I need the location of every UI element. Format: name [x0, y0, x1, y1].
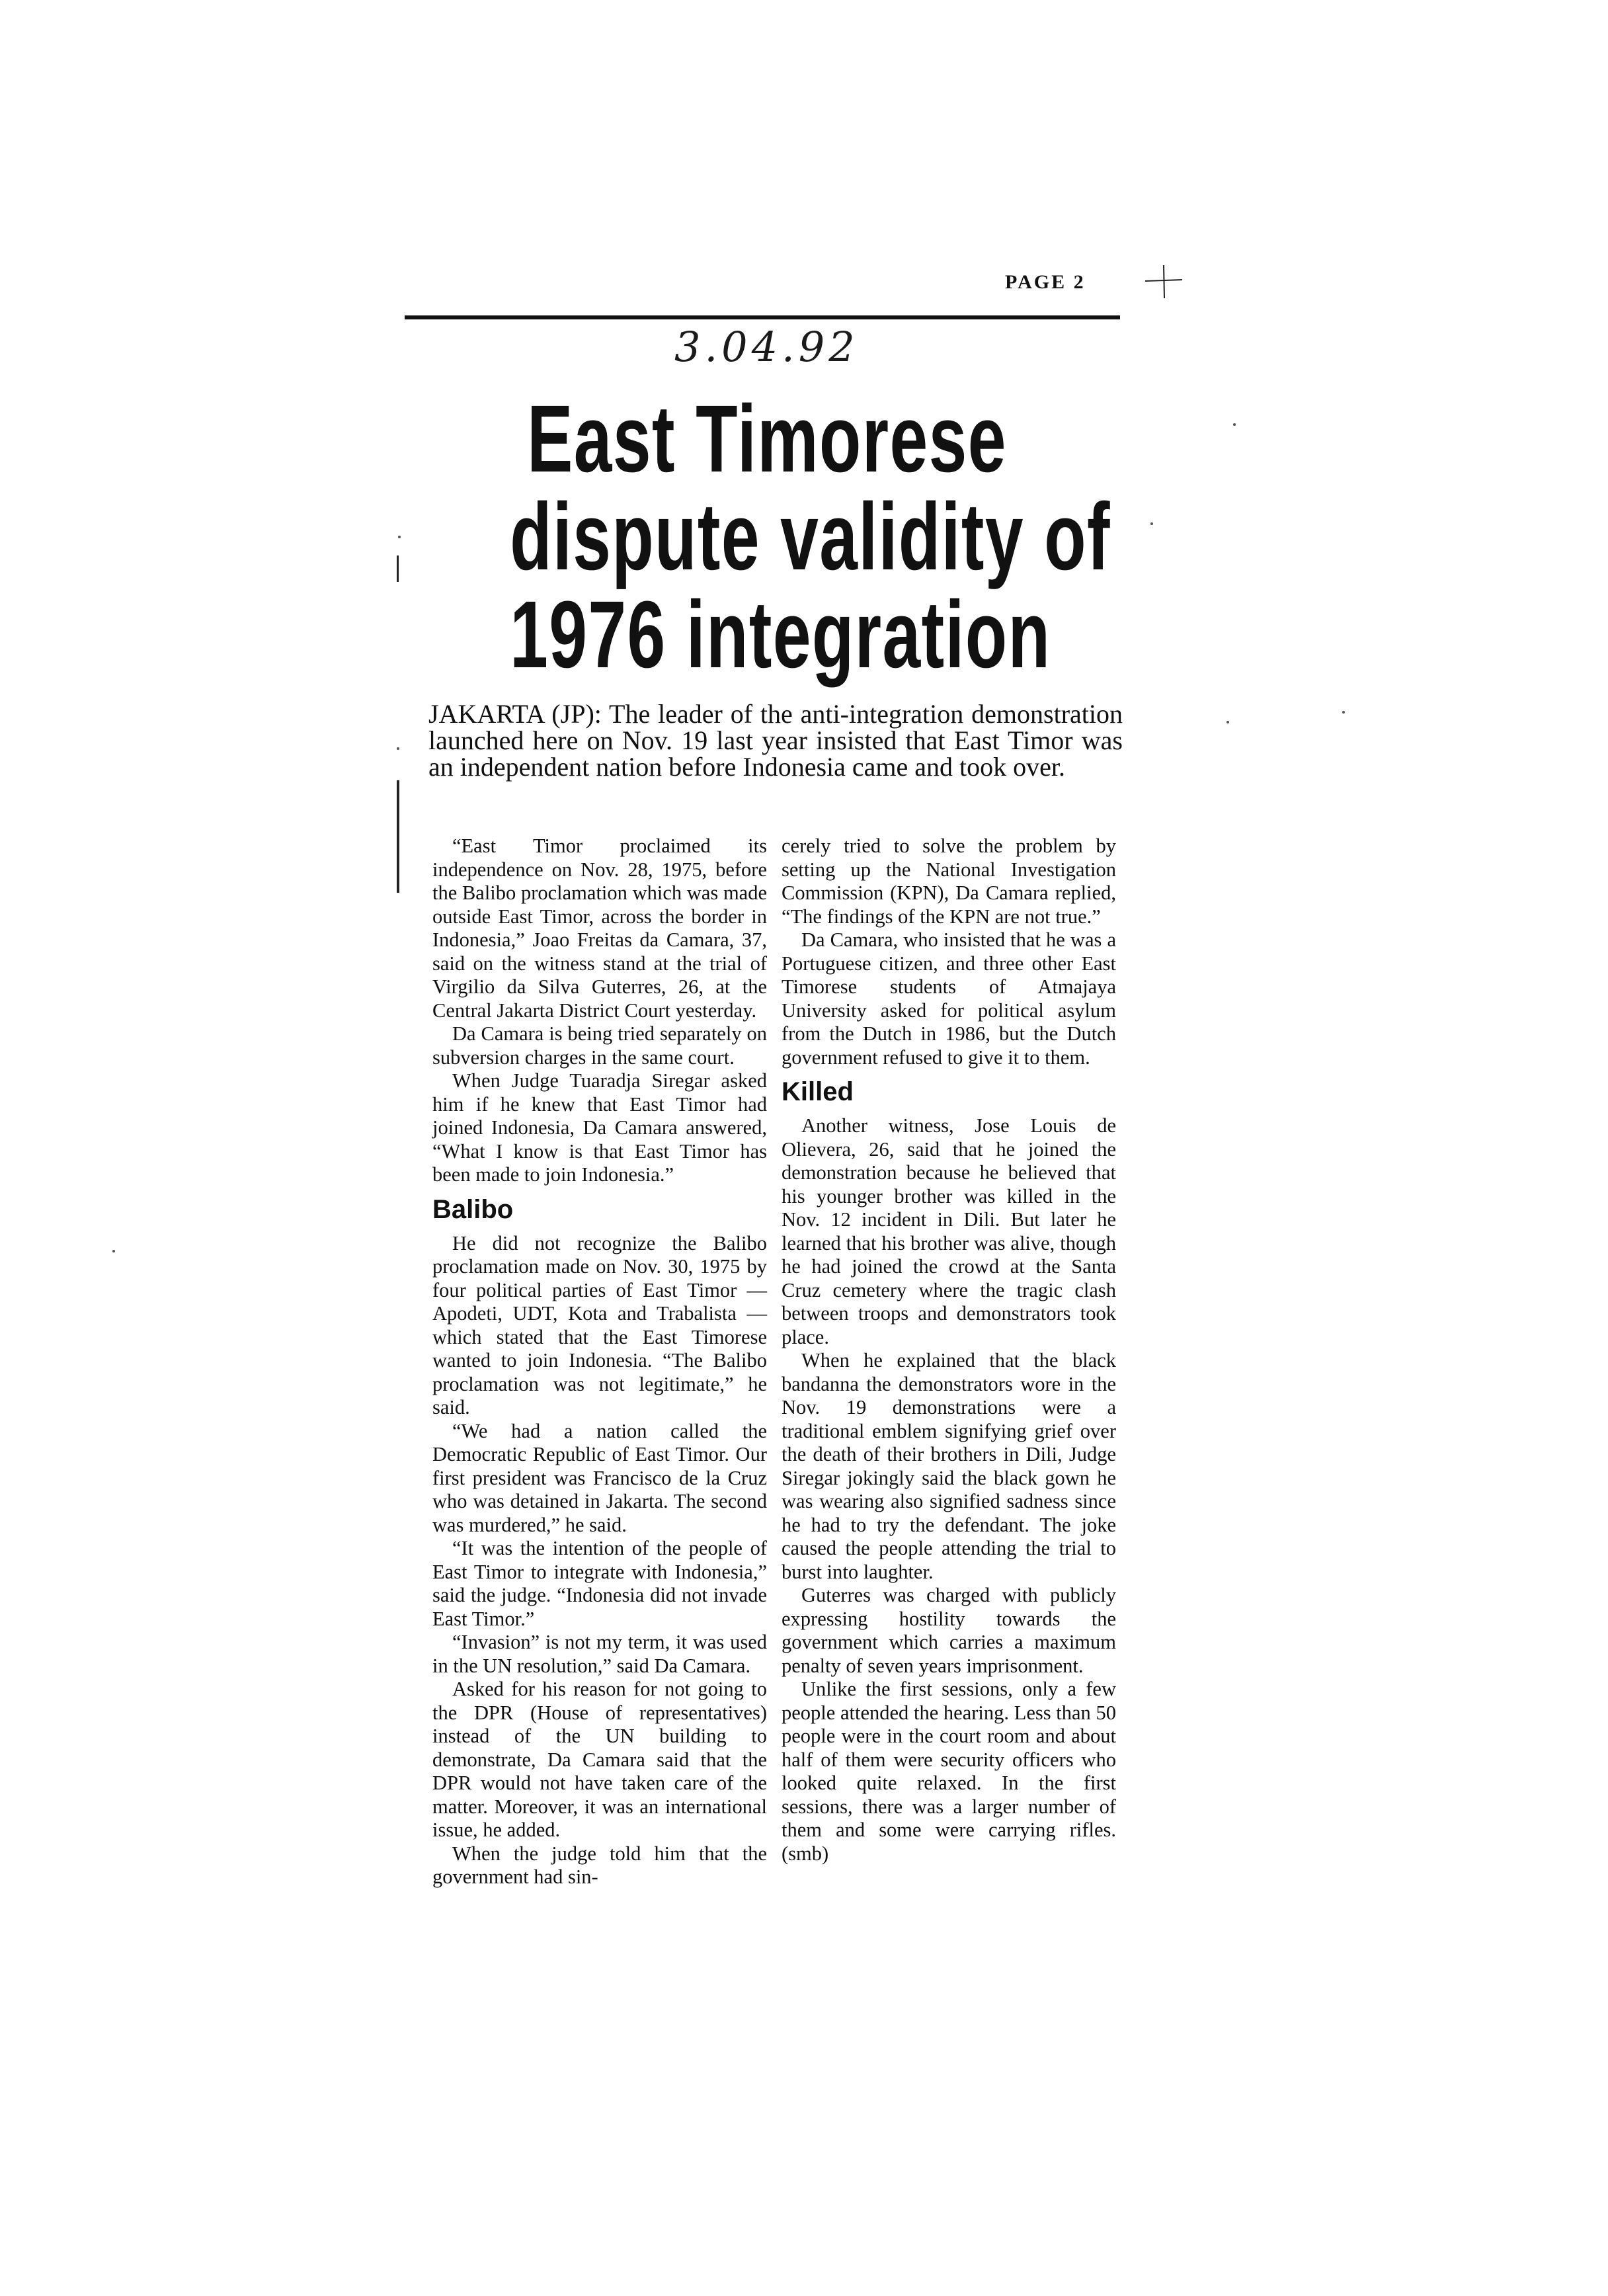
- scan-speck: [398, 536, 401, 538]
- body-paragraph: Da Camara is being tried separately on subversion charges in the same court.: [432, 1022, 767, 1069]
- scan-speck: [1342, 711, 1345, 714]
- body-paragraph: cerely tried to solve the problem by setting up the National Investigation Commission (KPN), Da Camara replied, “The findings of the KPN are not true.”: [782, 835, 1116, 928]
- scan-speck: [1233, 423, 1236, 426]
- headline-line-1: East Timorese: [527, 386, 1007, 492]
- article-column-right: [782, 835, 1116, 1866]
- subhead-killed: Killed: [782, 1077, 854, 1106]
- headline-line-3: 1976 integration: [510, 581, 1051, 688]
- body-paragraph: He did not recognize the Balibo proclamation made on Nov. 30, 1975 by four political parties of East Timor — Apodeti, UDT, Kota and Trabalista — which stated that the East Timorese wanted to join Indonesia. “The Balibo proclamation was not legitimate,” he said.: [432, 1231, 767, 1418]
- handwritten-date: 3.04.92: [674, 323, 859, 371]
- lede-paragraph: JAKARTA (JP): The leader of the anti-integration demonstration launched here on Nov. 19 last year insisted that East Timor was an independent nation before Indonesia came and took over.: [428, 699, 1123, 782]
- scan-speck: [112, 1250, 115, 1252]
- body-paragraph: Guterres was charged with publicly expressing hostility towards the government which carries a maximum penalty of seven years imprisonment.: [782, 1584, 1116, 1677]
- body-paragraph: “We had a nation called the Democratic Republic of East Timor. Our first president was Francisco de la Cruz who was detained in Jakarta. The second was murdered,” he said.: [432, 1419, 767, 1536]
- body-paragraph: Da Camara, who insisted that he was a Portuguese citizen, and three other East Timorese students of Atmajaya University asked for political asylum from the Dutch in 1986, but the Dutch government refused to give it to them.: [782, 928, 1116, 1069]
- body-paragraph: Another witness, Jose Louis de Olievera, 26, said that he joined the demonstration because he believed that his younger brother was killed in the Nov. 12 incident in Dili. But later he learned that his brother was alive, though he had joined the crowd at the Santa Cruz cemetery where the tragic clash between troops and demonstrators took place.: [782, 1114, 1116, 1348]
- scan-speck: [397, 747, 399, 750]
- body-paragraph: When Judge Tuaradja Siregar asked him if he knew that East Timor had joined Indonesia, Da Camara answered, “What I know is that East Timor has been made to join Indonesia.”: [432, 1069, 767, 1186]
- body-paragraph: When he explained that the black bandanna the demonstrators wore in the Nov. 19 demonstrations were a traditional emblem signifying grief over the death of their brothers in Dili, Judge Siregar jokingly said the black gown he was wearing also signified sadness since he had to try the defendant. The joke caused the people attending the trial to burst into laughter.: [782, 1349, 1116, 1583]
- body-paragraph: “It was the intention of the people of East Timor to integrate with Indonesia,” said the judge. “Indonesia did not invade East Timor.”: [432, 1537, 767, 1630]
- subhead-balibo: Balibo: [432, 1194, 514, 1224]
- header-rule: [405, 315, 1120, 319]
- body-paragraph: Asked for his reason for not going to the DPR (House of representatives) instead of the UN building to demonstrate, Da Camara said that the DPR would not have taken care of the matter. Moreover, it was an international issue, he added.: [432, 1678, 767, 1841]
- margin-mark: [397, 780, 399, 893]
- margin-mark: [397, 555, 399, 582]
- article-column-left: [432, 835, 767, 1889]
- headline-line-2: dispute validity of: [510, 483, 1111, 590]
- page-label: PAGE 2: [1005, 271, 1086, 293]
- headline: [510, 386, 1111, 688]
- body-paragraph: When the judge told him that the government had sin-: [432, 1842, 767, 1888]
- scan-speck: [1150, 522, 1153, 525]
- body-paragraph: “East Timor proclaimed its independence on Nov. 28, 1975, before the Balibo proclamation which was made outside East Timor, across the border in Indonesia,” Joao Freitas da Camara, 37, said on the witness stand at the trial of Virgilio da Silva Guterres, 26, at the Central Jakarta District Court yesterday.: [432, 835, 767, 1022]
- registration-cross-icon: [1144, 261, 1184, 301]
- body-paragraph: Unlike the first sessions, only a few people attended the hearing. Less than 50 people were in the court room and about half of them were security officers who looked quite relaxed. In the first sessions, there was a larger number of them and some were carrying rifles. (smb): [782, 1678, 1116, 1865]
- body-paragraph: “Invasion” is not my term, it was used in the UN resolution,” said Da Camara.: [432, 1631, 767, 1677]
- scan-speck: [1226, 721, 1229, 723]
